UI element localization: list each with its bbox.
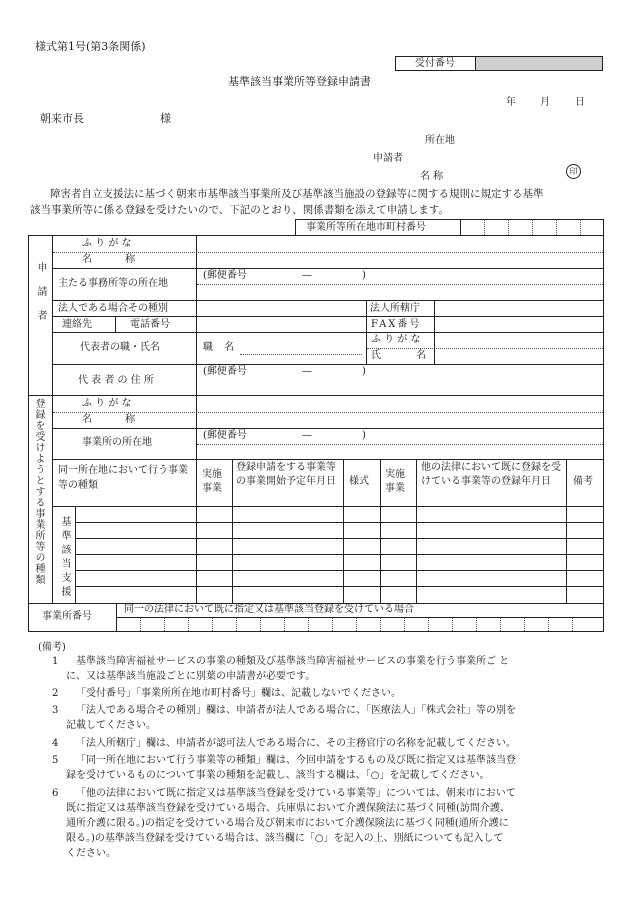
column-business-kind: 同一所在地において行う事業等の種類 bbox=[58, 465, 188, 491]
phone-label: 電話番号 bbox=[130, 319, 170, 330]
facility-name-label: 名 称 bbox=[82, 414, 136, 425]
applicant-side-label: 申請者 bbox=[35, 262, 46, 334]
note-5: 5 「同一所在地において行う事業等の種類」欄は、今回申請をするもの及び既に指定又は基準該当登 録を受けているものについて事業の種類を記載し、該当する欄は、「○」を記載してください。 bbox=[52, 755, 516, 781]
form-number: 様式第1号(第3条関係) bbox=[35, 40, 146, 53]
page-title: 基準該当事業所等登録申請書 bbox=[228, 75, 371, 88]
intro-text-2: 該当事業所等に係る登録を受けたいので、下記のとおり、関係書類を添えて申請します。 bbox=[30, 204, 449, 216]
addressee-name: 朝来市長 bbox=[40, 112, 84, 125]
facility-postal-close: ) bbox=[362, 430, 366, 441]
representative-position-label: 職 名 bbox=[203, 342, 235, 353]
corporation-type-label: 法人である場合その種別 bbox=[58, 303, 168, 314]
office-number-label: 事業所番号 bbox=[42, 611, 92, 622]
fax-label: FAX番号 bbox=[371, 319, 422, 330]
representative-address-label: 代 表 者 の 住 所 bbox=[78, 375, 154, 386]
facility-furigana-label: ふ り が な bbox=[82, 398, 132, 409]
facility-postal-dash: — bbox=[302, 430, 312, 441]
representative-postal-label: (郵便番号 bbox=[203, 366, 247, 377]
applicant-postal-dash: — bbox=[302, 270, 312, 281]
same-law-note: 同一の法律において既に指定又は基準該当登録を受けている場合 bbox=[124, 604, 414, 615]
column-implemented-2: 実施事業 bbox=[385, 469, 405, 494]
applicant-postal-close: ) bbox=[362, 270, 366, 281]
contact-label: 連絡先 bbox=[62, 319, 92, 330]
date-day: 日 bbox=[575, 97, 585, 108]
column-implemented: 実施事業 bbox=[202, 469, 222, 494]
note-3: 3 「法人である場合その種別」欄は、申請者が法人である場合に、「医療法人」「株式会社」等の別を 記載してください。 bbox=[52, 705, 516, 731]
notes-title: (備考) bbox=[38, 642, 66, 653]
seal-mark: 印 bbox=[566, 164, 581, 179]
standard-support-label: 基準該当支援 bbox=[59, 516, 70, 600]
representative-postal-dash: — bbox=[302, 366, 312, 377]
facility-address-label: 事業所の所在地 bbox=[82, 437, 152, 448]
municipality-number-label: 事業所等所在地市町村番号 bbox=[306, 222, 426, 233]
main-office-address-label: 主たる事務所等の所在地 bbox=[58, 278, 168, 289]
column-start-date: 登録申請をする事業等の事業開始予定年月日 bbox=[236, 462, 336, 487]
facility-side-label: 登録を受けようとする事業所等の種類 bbox=[33, 398, 44, 585]
representative-name-label: 氏 名 bbox=[371, 350, 427, 361]
applicant-name-label: 名 称 bbox=[420, 171, 444, 182]
applicant-postal-label: (郵便番号 bbox=[203, 270, 247, 281]
receipt-number-label: 受付番号 bbox=[415, 58, 455, 69]
column-other-law-date: 他の法律において既に登録を受けている事業等の登録年月日 bbox=[421, 462, 561, 487]
note-6: 6 「他の法律において既に指定又は基準該当登録を受けている事業等」については、朝来市において 既に指定又は基準該当登録を受けている場合、兵庫県において介護保険法に基づく同種(訪問介護、 通所介護に限る。)の指定を受けている場合及び朝来市において介護保険法に基づく同種(通所介護に 限る。)の基準該当登録を受けている場合は、該当欄に「○」を記入の上、別紙についても記入して ください。 bbox=[52, 788, 516, 859]
representative-furigana-label: ふ り が な bbox=[371, 334, 421, 345]
column-remarks: 備考 bbox=[573, 476, 593, 487]
corporation-office-label: 法人所轄庁 bbox=[370, 303, 420, 314]
applicant-label: 申請者 bbox=[373, 153, 403, 164]
receipt-number-field[interactable] bbox=[476, 57, 602, 70]
representative-postal-close: ) bbox=[362, 366, 366, 377]
representative-title-label: 代表者の職・氏名 bbox=[80, 342, 160, 353]
note-1: 1 基準該当障害福祉サービスの事業の種類及び基準該当障害福祉サービスの事業を行う事業所ご と に、又は基準該当施設ごとに別葉の申請書が必要です。 bbox=[52, 656, 510, 682]
addressee-honorific: 様 bbox=[160, 112, 171, 125]
note-4: 4 「法人所轄庁」欄は、申請者が認可法人である場合に、その主務官庁の名称を記載してください。 bbox=[52, 738, 516, 749]
facility-postal-label: (郵便番号 bbox=[203, 430, 247, 441]
applicant-address-label: 所在地 bbox=[425, 135, 455, 146]
intro-text-1: 障害者自立支援法に基づく朝来市基準該当事業所及び基準該当施設の登録等に関する規則に規定する基準 bbox=[50, 188, 544, 200]
applicant-furigana-label: ふ り が な bbox=[82, 238, 132, 249]
date-month: 月 bbox=[540, 97, 550, 108]
applicant-name-row-label: 名 称 bbox=[82, 254, 136, 265]
note-2: 2 「受付番号」「事業所所在地市町村番号」欄は、記載しないでください。 bbox=[52, 688, 401, 699]
column-form: 様式 bbox=[349, 476, 369, 487]
date-year: 年 bbox=[506, 97, 516, 108]
